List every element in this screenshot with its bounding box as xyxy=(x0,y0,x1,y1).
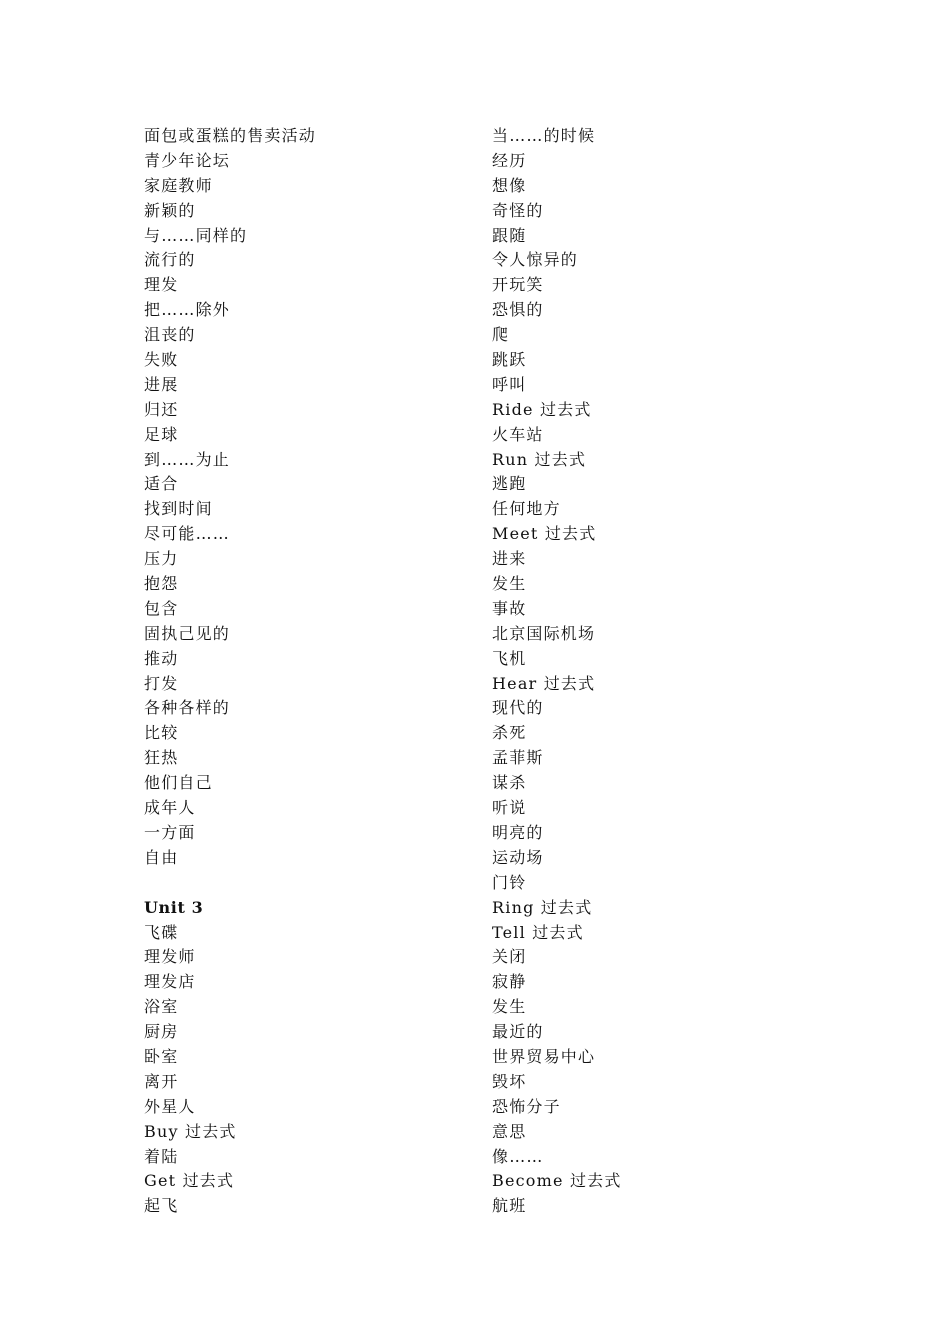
vocab-entry: 飞机 xyxy=(492,648,527,668)
vocab-entry: 航班 xyxy=(492,1196,527,1216)
vocab-entry: 固执己见的 xyxy=(144,623,231,643)
vocab-entry: Ride 过去式 xyxy=(492,399,592,419)
vocab-entry: 足球 xyxy=(144,424,179,444)
vocab-entry: 经历 xyxy=(492,150,527,170)
vocab-entry: 发生 xyxy=(492,997,527,1017)
vocab-entry: 推动 xyxy=(144,648,179,668)
vocab-entry: 事故 xyxy=(492,598,527,618)
vocab-entry: 像…… xyxy=(492,1146,544,1166)
vocab-entry: 关闭 xyxy=(492,947,527,967)
vocab-entry: 想像 xyxy=(492,175,527,195)
vocab-entry: 发生 xyxy=(492,574,527,594)
vocab-entry: 进展 xyxy=(144,374,179,394)
vocab-entry: 现代的 xyxy=(492,698,544,718)
vocab-entry: 听说 xyxy=(492,798,527,818)
vocab-entry: 火车站 xyxy=(492,424,544,444)
vocab-entry: 包含 xyxy=(144,598,179,618)
vocab-entry: 青少年论坛 xyxy=(144,150,231,170)
vocab-entry: 厨房 xyxy=(144,1022,179,1042)
vocab-entry: 孟菲斯 xyxy=(492,748,544,768)
vocab-entry: 压力 xyxy=(144,549,179,569)
vocab-entry: 最近的 xyxy=(492,1022,544,1042)
vocab-entry: 尽可能…… xyxy=(144,524,231,544)
vocab-entry: 爬 xyxy=(492,325,510,345)
vocab-entry: 面包或蛋糕的售卖活动 xyxy=(144,126,317,145)
vocab-entry: 各种各样的 xyxy=(144,698,231,718)
vocab-entry: Get 过去式 xyxy=(144,1171,235,1191)
unit-heading: Unit 3 xyxy=(144,897,204,917)
vocab-entry: 理发师 xyxy=(144,947,196,967)
vocab-entry: Buy 过去式 xyxy=(144,1121,237,1141)
vocab-entry: 进来 xyxy=(492,549,527,569)
vocab-entry: 明亮的 xyxy=(492,822,544,842)
vocab-entry: 成年人 xyxy=(144,798,196,818)
vocab-entry: 狂热 xyxy=(144,748,179,768)
vocab-entry: 把……除外 xyxy=(144,300,231,320)
vocab-entry: 到……为止 xyxy=(144,449,231,469)
vocab-entry: Meet 过去式 xyxy=(492,524,597,544)
vocab-entry: Run 过去式 xyxy=(492,449,587,469)
vocab-entry: 呼叫 xyxy=(492,374,527,394)
vocab-entry: 谋杀 xyxy=(492,773,527,793)
vocab-entry: 意思 xyxy=(492,1121,527,1141)
vocab-entry: 恐惧的 xyxy=(492,300,544,320)
vocab-entry: 理发 xyxy=(144,275,179,295)
vocab-entry: 开玩笑 xyxy=(492,275,544,295)
vocab-entry: 他们自己 xyxy=(144,773,213,793)
vocab-entry: 起飞 xyxy=(144,1196,179,1216)
vocab-entry: Hear 过去式 xyxy=(492,673,596,693)
vocab-entry: 找到时间 xyxy=(144,499,213,519)
vocab-entry: 令人惊异的 xyxy=(492,250,579,270)
vocab-entry: 奇怪的 xyxy=(492,200,544,220)
vocab-entry: 自由 xyxy=(144,847,179,867)
vocab-entry: 一方面 xyxy=(144,822,196,842)
vocab-entry: 与……同样的 xyxy=(144,225,248,245)
vocab-entry: 理发店 xyxy=(144,972,196,992)
vocab-entry: 沮丧的 xyxy=(144,325,196,345)
vocab-entry: 寂静 xyxy=(492,972,527,992)
vocab-entry: 新颖的 xyxy=(144,200,196,220)
vocab-entry: 世界贸易中心 xyxy=(492,1046,596,1066)
vocab-entry: 离开 xyxy=(144,1071,179,1091)
vocab-entry: 跟随 xyxy=(492,225,527,245)
vocab-entry: 恐怖分子 xyxy=(492,1096,561,1116)
vocab-entry: 杀死 xyxy=(492,723,527,743)
vocab-entry: Tell 过去式 xyxy=(492,922,584,942)
vocab-entry: 比较 xyxy=(144,723,179,743)
vocab-entry: 跳跃 xyxy=(492,350,527,370)
vocab-entry: 门铃 xyxy=(492,872,527,892)
vocab-entry: 毁坏 xyxy=(492,1071,527,1091)
vocab-entry: 打发 xyxy=(144,673,179,693)
vocab-entry: 家庭教师 xyxy=(144,175,213,195)
vocabulary-column-left xyxy=(144,124,464,1219)
vocab-entry: 适合 xyxy=(144,474,179,494)
vocab-entry: 逃跑 xyxy=(492,474,527,494)
vocab-entry: 运动场 xyxy=(492,847,544,867)
vocab-entry: 浴室 xyxy=(144,997,179,1017)
vocab-entry: 着陆 xyxy=(144,1146,179,1166)
vocab-entry: 北京国际机场 xyxy=(492,623,596,643)
vocab-entry: 任何地方 xyxy=(492,499,561,519)
blank-line xyxy=(144,871,464,896)
vocab-entry: 当……的时候 xyxy=(492,126,596,145)
vocab-entry: Become 过去式 xyxy=(492,1171,622,1191)
vocab-entry: Ring 过去式 xyxy=(492,897,593,917)
vocab-entry: 归还 xyxy=(144,399,179,419)
vocab-entry: 失败 xyxy=(144,350,179,370)
vocab-entry: 抱怨 xyxy=(144,574,179,594)
vocabulary-column-right xyxy=(492,124,812,1219)
vocab-entry: 外星人 xyxy=(144,1096,196,1116)
vocab-entry: 卧室 xyxy=(144,1046,179,1066)
vocab-entry: 飞碟 xyxy=(144,922,179,942)
vocab-entry: 流行的 xyxy=(144,250,196,270)
